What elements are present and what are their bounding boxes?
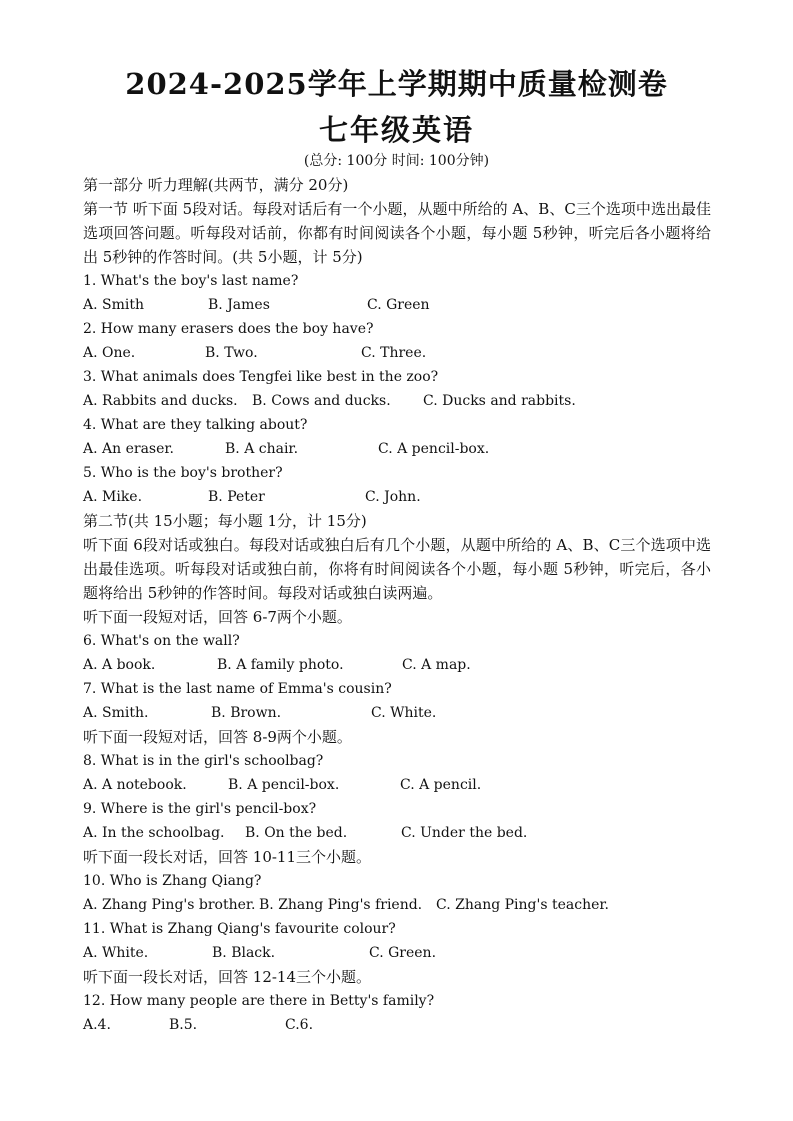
- question-text: 10. Who is Zhang Qiang?: [83, 873, 262, 889]
- question-options: [83, 341, 711, 365]
- option-b: B. Cows and ducks.: [252, 393, 391, 409]
- question-3: [83, 365, 711, 413]
- question-text: 9. Where is the girl's pencil-box?: [83, 801, 317, 817]
- option-c: C. Zhang Ping's teacher.: [436, 897, 609, 913]
- option-c: C. Green.: [369, 945, 437, 961]
- question-options: [83, 653, 711, 677]
- section1-instructions: 第一节 听下面 5段对话。每段对话后有一个小题，从题中所给的 A、B、C三个选项中选出最佳选项回答问题。听每段对话前，你都有时间阅读各个小题，每小题 5秒钟，听完后各小题将给出 5秒钟的作答时间。(共 5小题，计 5分): [83, 200, 711, 266]
- question-options: [83, 1013, 711, 1037]
- option-c: C. A pencil-box.: [378, 441, 490, 457]
- exam-subject: 七年级英语: [318, 113, 474, 147]
- option-c: C. Ducks and rabbits.: [423, 393, 576, 409]
- option-c: C. Green: [367, 297, 430, 313]
- option-b: B.5.: [169, 1017, 198, 1033]
- option-b: B. A family photo.: [217, 657, 344, 673]
- question-text: 6. What's on the wall?: [83, 633, 240, 649]
- question-2: [83, 317, 711, 365]
- option-a: A. One.: [83, 345, 136, 361]
- option-b: B. On the bed.: [245, 825, 348, 841]
- option-a: A. Zhang Ping's brother.: [83, 897, 256, 913]
- question-options: [83, 485, 711, 509]
- question-text: 7. What is the last name of Emma's cousin?: [83, 681, 392, 697]
- option-a: A. Rabbits and ducks.: [83, 393, 238, 409]
- option-c: C. A pencil.: [400, 777, 482, 793]
- question-options: [83, 773, 711, 797]
- option-a: A. In the schoolbag.: [83, 825, 225, 841]
- option-a: A.4.: [83, 1017, 111, 1033]
- option-b: B. A pencil-box.: [228, 777, 340, 793]
- exam-title: 2024-2025学年上学期期中质量检测卷: [125, 67, 668, 101]
- option-a: A. A notebook.: [83, 777, 187, 793]
- option-a: A. Smith: [83, 297, 144, 313]
- option-b: B. Zhang Ping's friend.: [259, 897, 423, 913]
- option-c: C. Three.: [361, 345, 427, 361]
- option-c: C. Under the bed.: [401, 825, 528, 841]
- dialog-note: 听下面一段短对话，回答 6-7两个小题。: [83, 608, 352, 626]
- question-options: [83, 821, 711, 845]
- option-c: C. White.: [371, 705, 437, 721]
- question-options: [83, 893, 711, 917]
- dialog-note: 听下面一段短对话，回答 8-9两个小题。: [83, 728, 352, 746]
- question-12: [83, 989, 711, 1037]
- question-1: [83, 269, 711, 317]
- question-4: [83, 413, 711, 461]
- option-b: B. Black.: [212, 945, 276, 961]
- dialog-note: 听下面一段长对话，回答 12-14三个小题。: [83, 968, 372, 986]
- question-options: [83, 941, 711, 965]
- option-a: A. White.: [83, 945, 149, 961]
- dialog-note: 听下面一段长对话，回答 10-11三个小题。: [83, 848, 372, 866]
- question-8: [83, 749, 711, 797]
- exam-body: [83, 173, 711, 1037]
- option-a: A. Mike.: [83, 489, 143, 505]
- exam-meta: (总分: 100分 时间: 100分钟): [303, 153, 490, 169]
- question-text: 2. How many erasers does the boy have?: [83, 321, 374, 337]
- question-options: [83, 701, 711, 725]
- part1-heading: 第一部分 听力理解(共两节，满分 20分): [83, 176, 349, 194]
- question-options: [83, 389, 711, 413]
- option-b: B. Brown.: [211, 705, 282, 721]
- question-text: 8. What is in the girl's schoolbag?: [83, 753, 324, 769]
- section2-heading: 第二节(共 15小题；每小题 1分，计 15分): [83, 512, 367, 530]
- question-text: 4. What are they talking about?: [83, 417, 308, 433]
- option-c: C.6.: [285, 1017, 314, 1033]
- question-text: 3. What animals does Tengfei like best in the zoo?: [83, 369, 439, 385]
- question-7: [83, 677, 711, 725]
- option-a: A. An eraser.: [83, 441, 174, 457]
- option-a: A. A book.: [83, 657, 156, 673]
- question-text: 12. How many people are there in Betty's family?: [83, 993, 435, 1009]
- option-b: B. Peter: [208, 489, 265, 505]
- option-c: C. A map.: [402, 657, 471, 673]
- question-11: [83, 917, 711, 965]
- question-9: [83, 797, 711, 845]
- question-options: [83, 437, 711, 461]
- section2-instructions: 听下面 6段对话或独白。每段对话或独白后有几个小题，从题中所给的 A、B、C三个选项中选出最佳选项。听每段对话或独白前，你将有时间阅读各个小题，每小题 5秒钟，听完后，各小题将给出 5秒钟的作答时间。每段对话或独白读两遍。: [83, 536, 711, 602]
- option-b: B. James: [208, 297, 270, 313]
- question-10: [83, 869, 711, 917]
- question-options: [83, 293, 711, 317]
- question-text: 1. What's the boy's last name?: [83, 273, 299, 289]
- question-text: 11. What is Zhang Qiang's favourite colour?: [83, 921, 396, 937]
- question-5: [83, 461, 711, 509]
- option-a: A. Smith.: [83, 705, 149, 721]
- option-c: C. John.: [365, 489, 421, 505]
- option-b: B. A chair.: [225, 441, 299, 457]
- question-text: 5. Who is the boy's brother?: [83, 465, 283, 481]
- option-b: B. Two.: [205, 345, 258, 361]
- question-6: [83, 629, 711, 677]
